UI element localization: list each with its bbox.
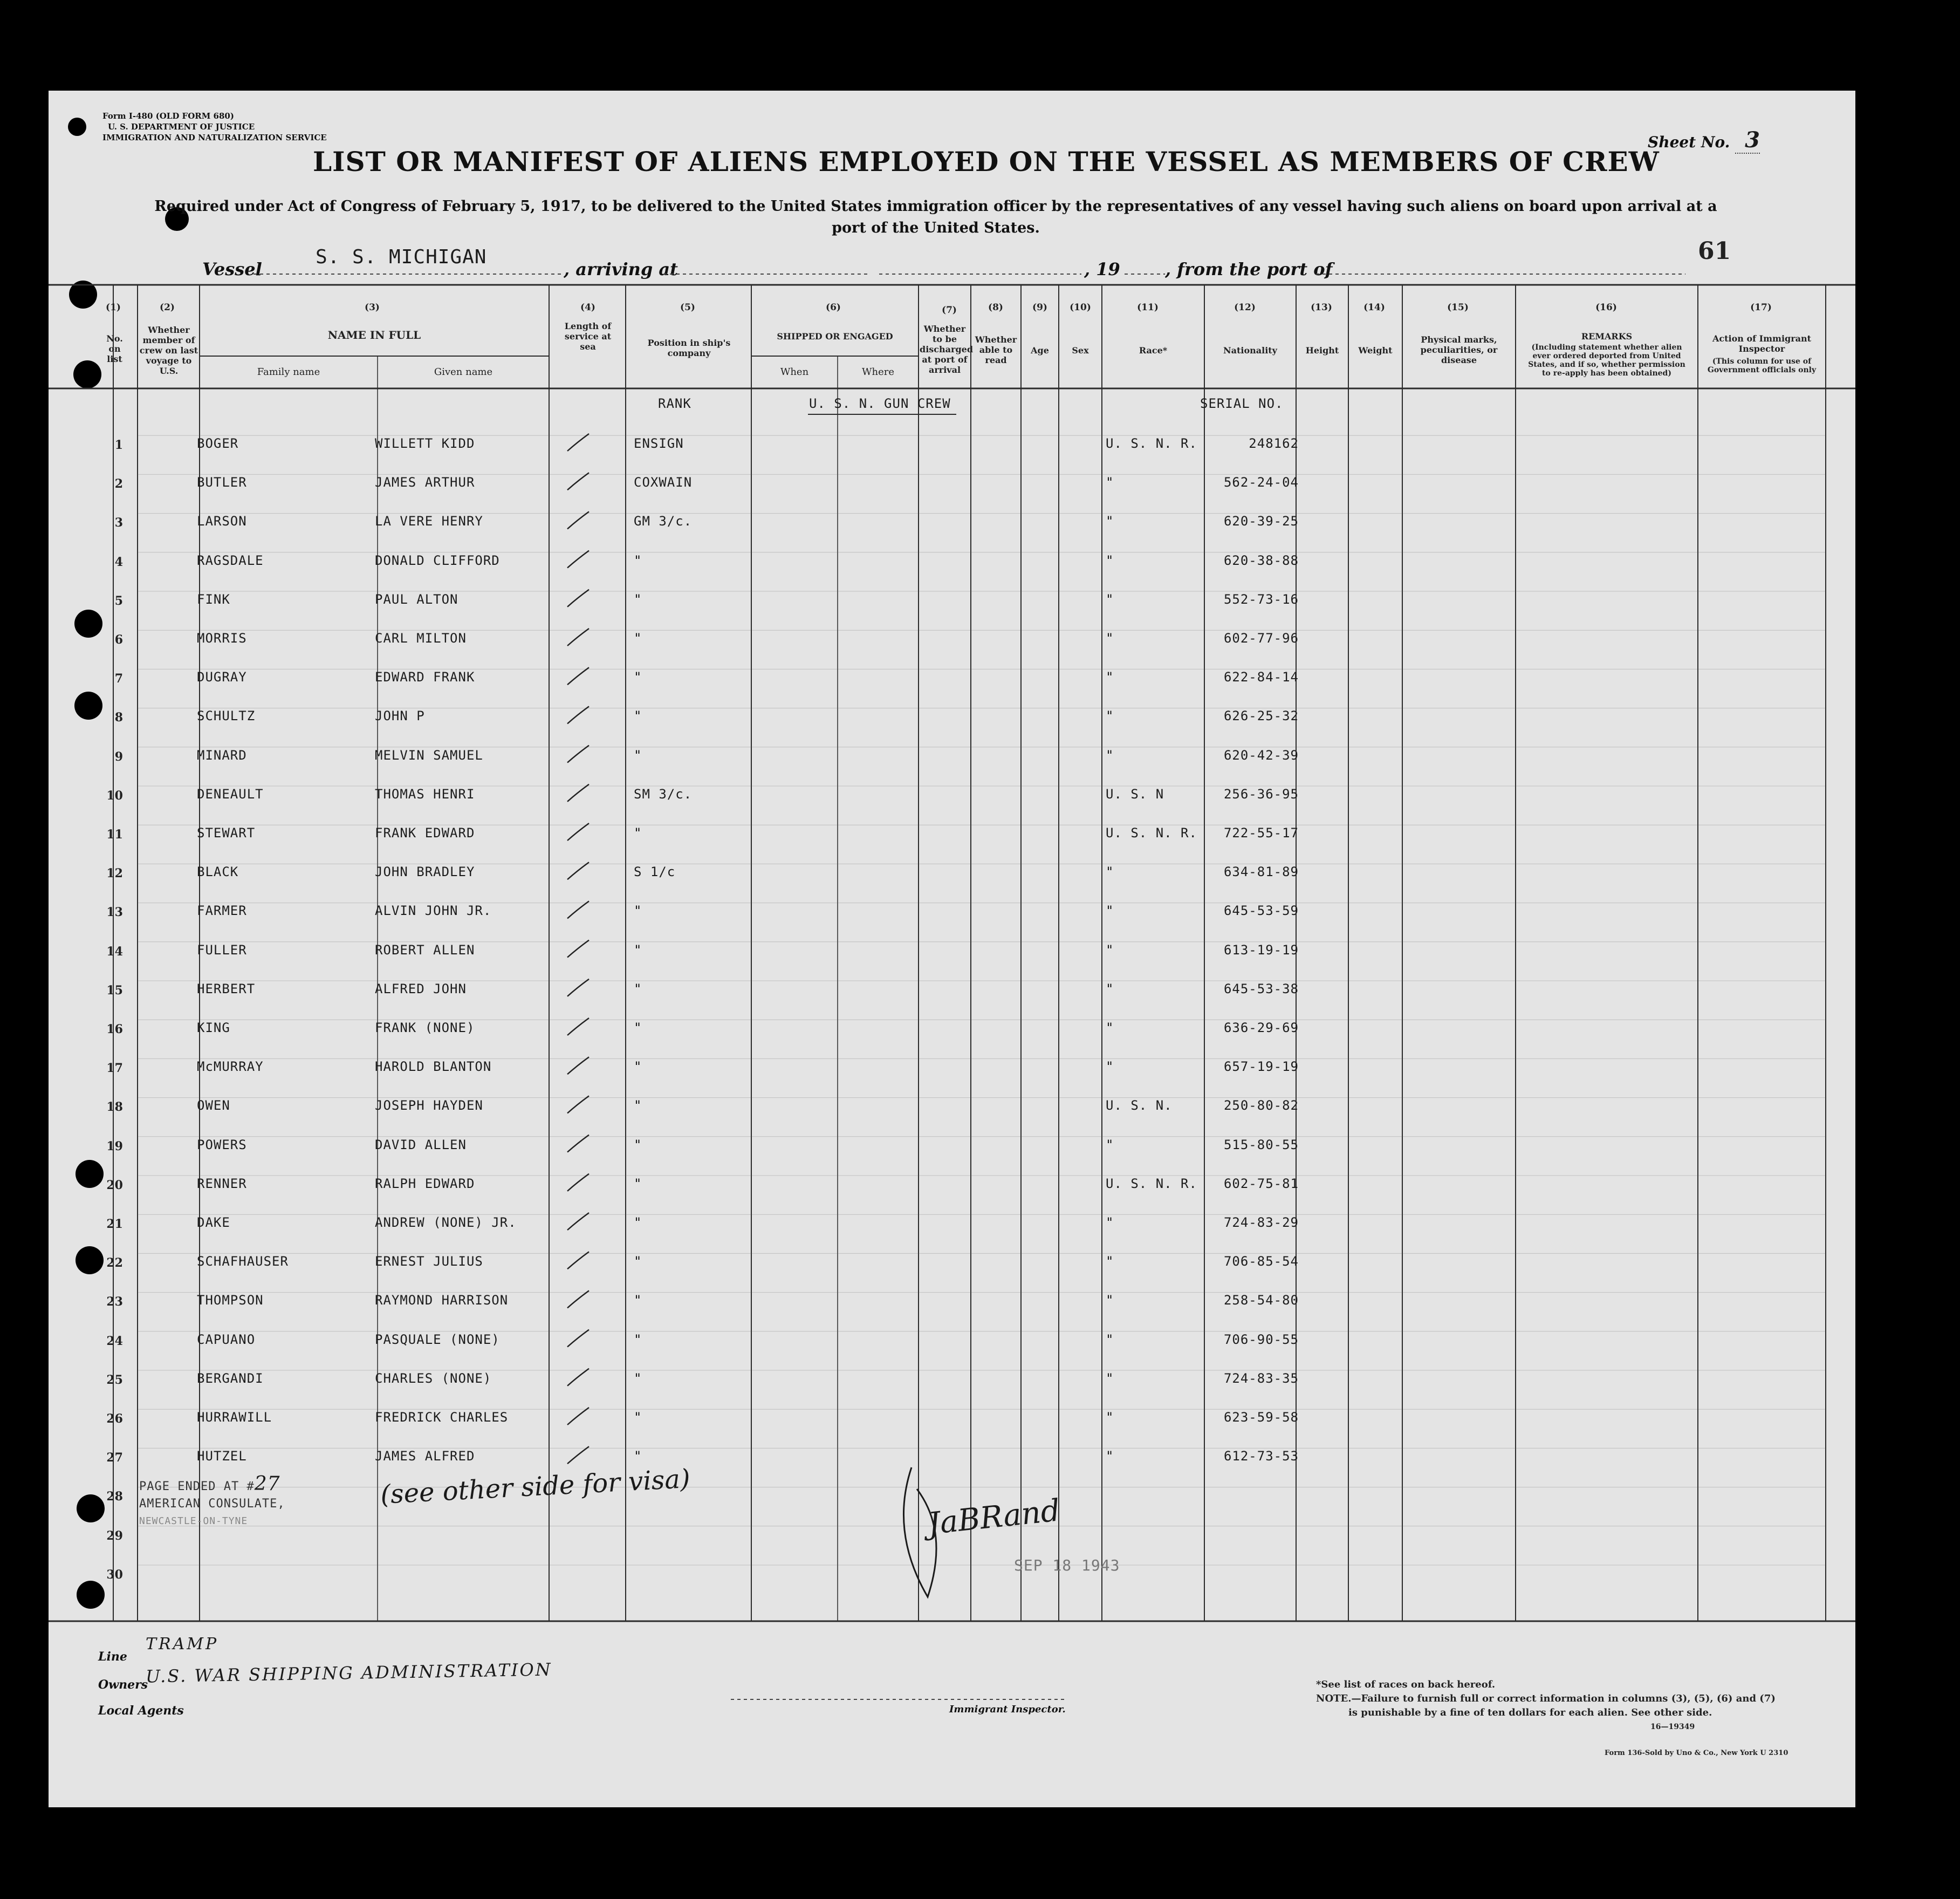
given-name: JAMES ARTHUR xyxy=(375,475,475,490)
serial-number: 706-85-54 xyxy=(1223,1254,1299,1269)
family-name: HERBERT xyxy=(197,981,256,996)
race: " xyxy=(1106,864,1114,880)
header-given-name: Given name xyxy=(434,366,493,378)
family-name: KING xyxy=(197,1020,230,1035)
serial-number: 636-29-69 xyxy=(1223,1020,1299,1035)
position: " xyxy=(634,552,642,568)
column-number: (15) xyxy=(1447,302,1469,313)
header-sex: Sex xyxy=(1072,345,1089,356)
race: U. S. N. R. xyxy=(1106,436,1197,451)
gun-crew-heading: U. S. N. GUN CREW xyxy=(809,396,951,411)
vessel-name: S. S. MICHIGAN xyxy=(316,246,487,268)
local-agents-label: Local Agents xyxy=(98,1704,184,1718)
serial-number: 634-81-89 xyxy=(1223,864,1299,880)
row-number: 6 xyxy=(114,633,123,647)
header-length-of-service: Length of service at sea xyxy=(564,321,612,352)
header-able-to-read: Whether able to read xyxy=(975,334,1017,365)
race: " xyxy=(1106,1137,1114,1152)
serial-number: 626-25-32 xyxy=(1223,708,1299,724)
row-number: 19 xyxy=(106,1139,123,1153)
given-name: FREDRICK CHARLES xyxy=(375,1410,509,1425)
serial-number: 657-19-19 xyxy=(1223,1059,1299,1075)
column-number: (10) xyxy=(1070,302,1091,313)
footnote: *See list of races on back hereof. NOTE.—Failure to furnish full or correct information in columns (3), (5), (6) and (7) is punishable by a fine of ten dollars for each alien. See other side. 16—19349 xyxy=(1316,1679,1776,1731)
date-stamp: SEP 18 1943 xyxy=(1014,1556,1120,1574)
row-number: 29 xyxy=(106,1528,123,1543)
serial-number: 722-55-17 xyxy=(1223,825,1299,841)
given-name: RALPH EDWARD xyxy=(375,1176,475,1191)
serial-number: 620-38-88 xyxy=(1223,552,1299,568)
header-family-name: Family name xyxy=(257,366,320,378)
race: " xyxy=(1106,1370,1114,1386)
position: COXWAIN xyxy=(634,475,693,490)
row-number: 21 xyxy=(106,1217,123,1231)
rank-heading: RANK xyxy=(658,396,691,411)
family-name: SCHULTZ xyxy=(197,708,256,724)
position: " xyxy=(634,981,642,996)
position: " xyxy=(634,903,642,919)
serial-number: 256-36-95 xyxy=(1223,786,1299,802)
serial-number: 724-83-35 xyxy=(1223,1370,1299,1386)
race: " xyxy=(1106,591,1114,607)
column-number: (3) xyxy=(365,302,380,313)
position: " xyxy=(634,825,642,841)
position: " xyxy=(634,631,642,646)
family-name: DUGRAY xyxy=(197,670,247,685)
column-number: (5) xyxy=(680,302,695,313)
header-remarks: REMARKS xyxy=(1581,331,1633,341)
header-weight: Weight xyxy=(1358,345,1393,356)
line-label: Line xyxy=(98,1650,127,1664)
family-name: DENEAULT xyxy=(197,786,264,802)
column-number: (7) xyxy=(942,305,957,316)
serial-number: 258-54-80 xyxy=(1223,1293,1299,1308)
row-number: 4 xyxy=(114,555,123,569)
race: " xyxy=(1106,1254,1114,1269)
given-name: CARL MILTON xyxy=(375,631,467,646)
race: " xyxy=(1106,514,1114,529)
row-number: 11 xyxy=(106,828,123,842)
given-name: MELVIN SAMUEL xyxy=(375,747,483,763)
serial-number: 706-90-55 xyxy=(1223,1331,1299,1347)
sheet-number: 3 xyxy=(1735,127,1760,154)
serial-number: 613-19-19 xyxy=(1223,942,1299,958)
family-name: McMURRAY xyxy=(197,1059,264,1075)
row-number: 23 xyxy=(106,1295,123,1309)
position: " xyxy=(634,1410,642,1425)
race: U. S. N. R. xyxy=(1106,1176,1197,1191)
header-age: Age xyxy=(1031,345,1049,356)
given-name: DONALD CLIFFORD xyxy=(375,552,500,568)
family-name: FINK xyxy=(197,591,230,607)
serial-number: 645-53-59 xyxy=(1223,903,1299,919)
position: " xyxy=(634,1215,642,1230)
family-name: MINARD xyxy=(197,747,247,763)
column-number: (4) xyxy=(580,302,595,313)
position: " xyxy=(634,708,642,724)
race: " xyxy=(1106,1410,1114,1425)
header-where: Where xyxy=(861,366,894,378)
row-number: 2 xyxy=(114,477,123,491)
inspector-label: Immigrant Inspector. xyxy=(949,1704,1066,1715)
header-nationality: Nationality xyxy=(1223,345,1277,356)
given-name: ANDREW (NONE) JR. xyxy=(375,1215,517,1230)
given-name: LA VERE HENRY xyxy=(375,514,483,529)
race: " xyxy=(1106,1215,1114,1230)
page-number: 61 xyxy=(1698,237,1731,265)
header-race: Race* xyxy=(1139,345,1168,356)
family-name: HURRAWILL xyxy=(197,1410,272,1425)
race: " xyxy=(1106,1293,1114,1308)
form-identifier: Form I-480 (OLD FORM 680) U. S. DEPARTMENT OF JUSTICE IMMIGRATION AND NATURALIZATION SERVICE xyxy=(102,111,327,142)
family-name: DAKE xyxy=(197,1215,230,1230)
given-name: JAMES ALFRED xyxy=(375,1449,475,1464)
header-when: When xyxy=(780,366,809,378)
given-name: PAUL ALTON xyxy=(375,591,458,607)
page-ended-stamp: PAGE ENDED AT #27 AMERICAN CONSULATE, NEWCASTLE-ON-TYNE xyxy=(139,1473,285,1527)
row-number: 27 xyxy=(106,1451,123,1465)
subtitle: Required under Act of Congress of February 5, 1917, to be delivered to the United States immigration officer by the representatives of any vessel having such aliens on board upon arrival at a port of the United States. xyxy=(154,198,1717,236)
column-number: (11) xyxy=(1137,302,1159,313)
race: " xyxy=(1106,903,1114,919)
race: U. S. N. R. xyxy=(1106,825,1197,841)
serial-number: 623-59-58 xyxy=(1223,1410,1299,1425)
header-name-in-full: NAME IN FULL xyxy=(327,329,421,341)
family-name: SCHAFHAUSER xyxy=(197,1254,289,1269)
port-label: , from the port of xyxy=(1165,259,1333,279)
position: " xyxy=(634,591,642,607)
race: U. S. N xyxy=(1106,786,1164,802)
race: " xyxy=(1106,1331,1114,1347)
column-number: (14) xyxy=(1363,302,1385,313)
position: " xyxy=(634,1254,642,1269)
header-no-on-list: No. on list xyxy=(106,333,123,364)
serial-number: 622-84-14 xyxy=(1223,670,1299,685)
given-name: DAVID ALLEN xyxy=(375,1137,467,1152)
serial-number: 552-73-16 xyxy=(1223,591,1299,607)
given-name: ERNEST JULIUS xyxy=(375,1254,483,1269)
family-name: HUTZEL xyxy=(197,1449,247,1464)
position: " xyxy=(634,942,642,958)
header-position: Position in ship's company xyxy=(647,338,731,358)
header-remarks-note: (Including statement whether alien ever ordered deported from United States, and if so, whether permission to re-apply has been obtained) xyxy=(1528,343,1685,378)
row-number: 20 xyxy=(106,1178,123,1192)
row-number: 10 xyxy=(106,788,123,803)
given-name: JOSEPH HAYDEN xyxy=(375,1098,483,1114)
vessel-label: Vessel xyxy=(202,259,262,279)
arriving-label: , arriving at xyxy=(564,259,678,279)
row-number: 22 xyxy=(106,1256,123,1270)
given-name: ALVIN JOHN JR. xyxy=(375,903,492,919)
serial-number: 248162 xyxy=(1249,436,1299,451)
header-height: Height xyxy=(1305,345,1339,356)
printer-line: Form 136-Sold by Uno & Co., New York U 2310 xyxy=(1605,1749,1788,1757)
row-number: 18 xyxy=(106,1100,123,1115)
owners-value: U.S. WAR SHIPPING ADMINISTRATION xyxy=(145,1659,552,1687)
serial-number: 620-39-25 xyxy=(1223,514,1299,529)
given-name: THOMAS HENRI xyxy=(375,786,475,802)
owners-label: Owners xyxy=(98,1678,148,1692)
serial-number: 724-83-29 xyxy=(1223,1215,1299,1230)
family-name: RAGSDALE xyxy=(197,552,264,568)
family-name: FULLER xyxy=(197,942,247,958)
family-name: STEWART xyxy=(197,825,256,841)
column-number: (12) xyxy=(1234,302,1256,313)
row-number: 13 xyxy=(106,905,123,920)
position: " xyxy=(634,1020,642,1035)
position: SM 3/c. xyxy=(634,786,693,802)
serial-number: 250-80-82 xyxy=(1223,1098,1299,1114)
position: " xyxy=(634,1137,642,1152)
row-number: 8 xyxy=(114,711,123,725)
row-number: 7 xyxy=(114,672,123,686)
line-value: TRAMP xyxy=(146,1635,219,1654)
header-shipped-engaged: SHIPPED OR ENGAGED xyxy=(777,331,893,341)
row-number: 28 xyxy=(106,1490,123,1504)
row-number: 12 xyxy=(106,866,123,881)
row-number: 26 xyxy=(106,1412,123,1426)
race: " xyxy=(1106,708,1114,724)
family-name: BLACK xyxy=(197,864,239,880)
family-name: OWEN xyxy=(197,1098,230,1114)
row-number: 15 xyxy=(106,983,123,998)
race: " xyxy=(1106,475,1114,490)
position: " xyxy=(634,670,642,685)
year-label: , 19 xyxy=(1084,259,1120,279)
row-number: 24 xyxy=(106,1334,123,1348)
given-name: HAROLD BLANTON xyxy=(375,1059,492,1075)
given-name: JOHN P xyxy=(375,708,425,724)
row-number: 25 xyxy=(106,1372,123,1387)
serial-number: 562-24-04 xyxy=(1223,475,1299,490)
family-name: BUTLER xyxy=(197,475,247,490)
position: " xyxy=(634,1176,642,1191)
given-name: JOHN BRADLEY xyxy=(375,864,475,880)
family-name: BERGANDI xyxy=(197,1370,264,1386)
family-name: MORRIS xyxy=(197,631,247,646)
sheet-number-label: Sheet No. 3 xyxy=(1648,127,1760,153)
serial-number: 645-53-38 xyxy=(1223,981,1299,996)
given-name: CHARLES (NONE) xyxy=(375,1370,492,1386)
position: ENSIGN xyxy=(634,436,684,451)
race: " xyxy=(1106,981,1114,996)
column-number: (17) xyxy=(1750,302,1772,313)
race: " xyxy=(1106,631,1114,646)
family-name: POWERS xyxy=(197,1137,247,1152)
column-number: (13) xyxy=(1311,302,1332,313)
row-number: 9 xyxy=(114,749,123,764)
serial-heading: SERIAL NO. xyxy=(1200,396,1284,411)
given-name: PASQUALE (NONE) xyxy=(375,1331,500,1347)
family-name: LARSON xyxy=(197,514,247,529)
race: U. S. N. xyxy=(1106,1098,1173,1114)
row-number: 3 xyxy=(114,516,123,530)
serial-number: 620-42-39 xyxy=(1223,747,1299,763)
header-member-last-voyage: Whether member of crew on last voyage to U.S. xyxy=(139,325,198,376)
column-number: (9) xyxy=(1032,302,1047,313)
column-number: (6) xyxy=(826,302,841,313)
column-number: (1) xyxy=(106,302,121,313)
row-number: 14 xyxy=(106,944,123,959)
header-physical-marks: Physical marks, peculiarities, or disease xyxy=(1420,334,1498,365)
serial-number: 515-80-55 xyxy=(1223,1137,1299,1152)
race: " xyxy=(1106,552,1114,568)
row-number: 17 xyxy=(106,1061,123,1076)
given-name: FRANK (NONE) xyxy=(375,1020,475,1035)
given-name: FRANK EDWARD xyxy=(375,825,475,841)
given-name: WILLETT KIDD xyxy=(375,436,475,451)
serial-number: 602-75-81 xyxy=(1223,1176,1299,1191)
row-number: 16 xyxy=(106,1022,123,1036)
column-number: (2) xyxy=(160,302,175,313)
position: " xyxy=(634,1293,642,1308)
position: " xyxy=(634,1370,642,1386)
visa-note: (see other side for visa) xyxy=(379,1463,691,1511)
race: " xyxy=(1106,670,1114,685)
position: " xyxy=(634,1098,642,1114)
family-name: FARMER xyxy=(197,903,247,919)
position: " xyxy=(634,747,642,763)
header-discharged: Whether to be discharged at port of arrival xyxy=(920,324,973,375)
given-name: ROBERT ALLEN xyxy=(375,942,475,958)
column-number: (16) xyxy=(1595,302,1617,313)
family-name: THOMPSON xyxy=(197,1293,264,1308)
header-inspector-note: (This column for use of Government officials only xyxy=(1707,357,1817,374)
given-name: RAYMOND HARRISON xyxy=(375,1293,509,1308)
family-name: BOGER xyxy=(197,436,239,451)
position: " xyxy=(634,1449,642,1464)
signature: JaBRand xyxy=(926,1493,1062,1542)
position: " xyxy=(634,1331,642,1347)
serial-number: 612-73-53 xyxy=(1223,1449,1299,1464)
position: GM 3/c. xyxy=(634,514,693,529)
page-title: LIST OR MANIFEST OF ALIENS EMPLOYED ON THE VESSEL AS MEMBERS OF CREW xyxy=(313,146,1660,177)
row-number: 30 xyxy=(106,1567,123,1582)
serial-number: 602-77-96 xyxy=(1223,631,1299,646)
position: S 1/c xyxy=(634,864,676,880)
given-name: EDWARD FRANK xyxy=(375,670,475,685)
family-name: CAPUANO xyxy=(197,1331,256,1347)
race: " xyxy=(1106,1059,1114,1075)
race: " xyxy=(1106,942,1114,958)
given-name: ALFRED JOHN xyxy=(375,981,467,996)
column-number: (8) xyxy=(988,302,1003,313)
race: " xyxy=(1106,1449,1114,1464)
race: " xyxy=(1106,747,1114,763)
family-name: RENNER xyxy=(197,1176,247,1191)
header-inspector-action: Action of Immigrant Inspector xyxy=(1712,333,1812,354)
position: " xyxy=(634,1059,642,1075)
row-number: 5 xyxy=(114,593,123,608)
row-number: 1 xyxy=(114,438,123,452)
race: " xyxy=(1106,1020,1114,1035)
